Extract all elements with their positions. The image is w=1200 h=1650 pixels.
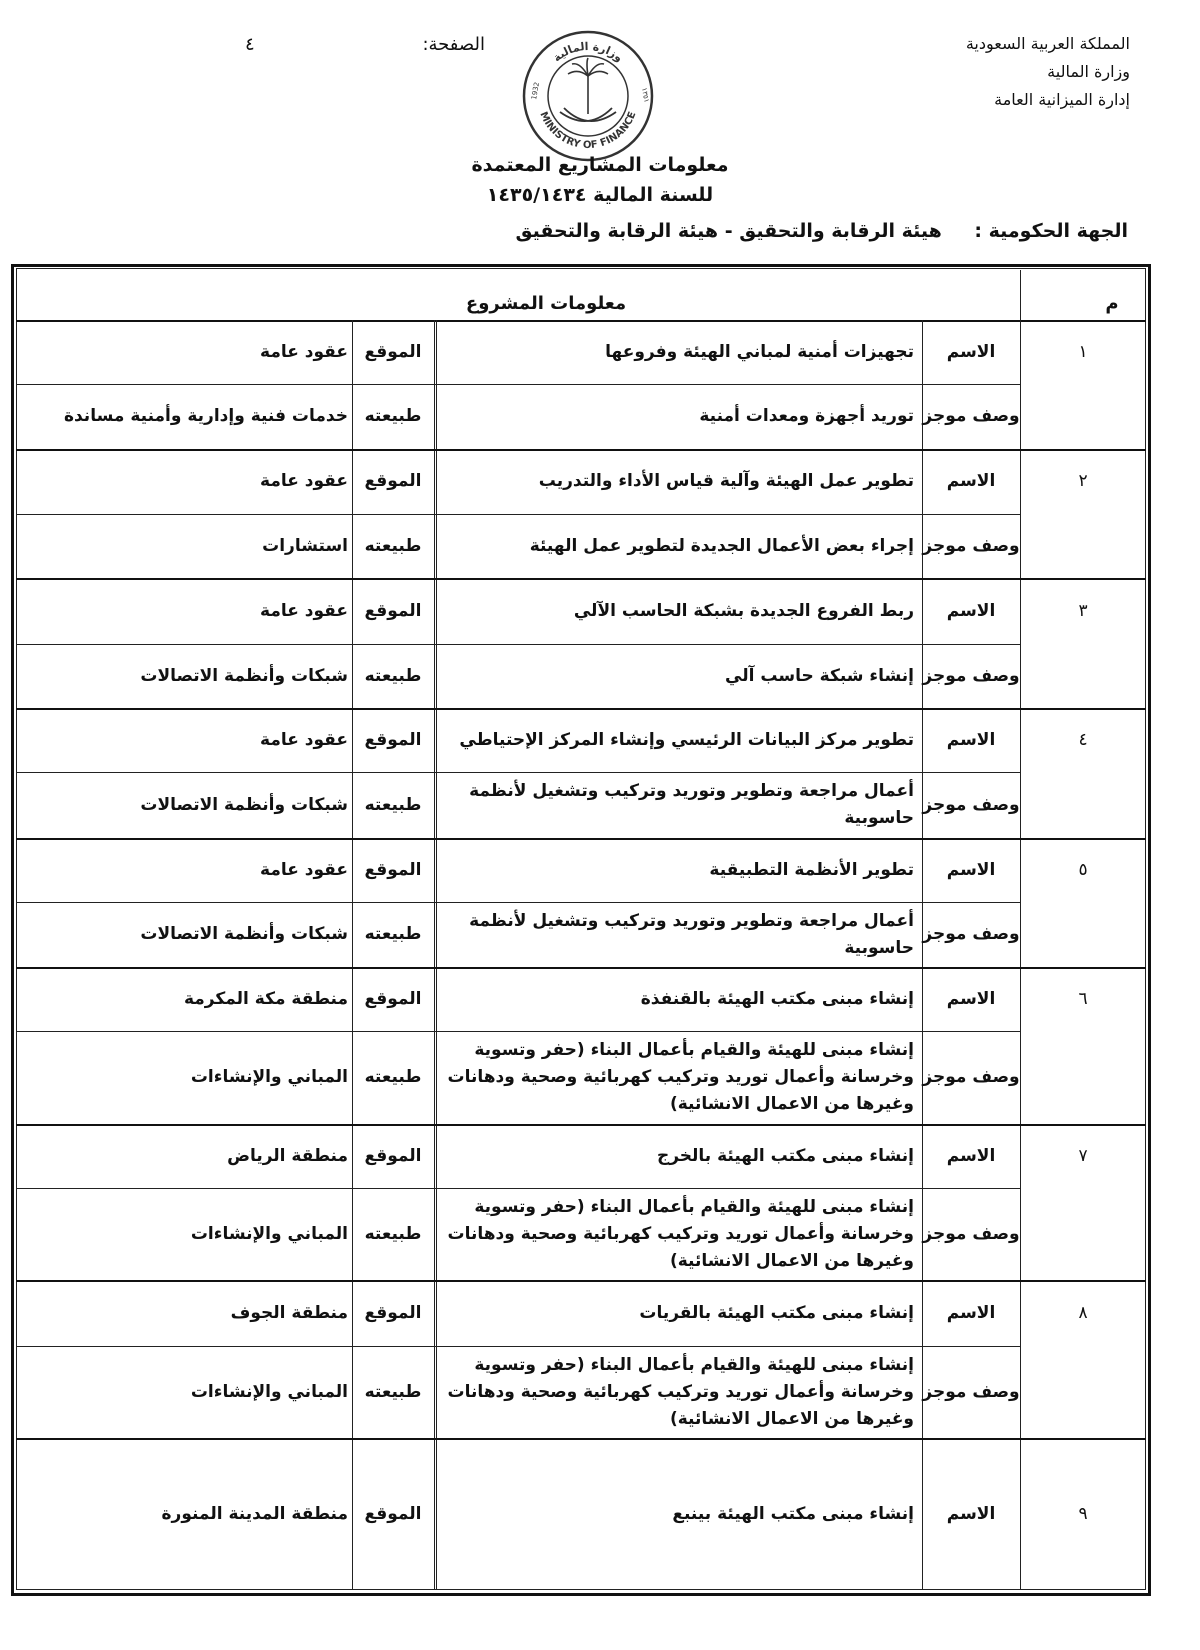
project-number: ٧	[1078, 1145, 1088, 1166]
label-name: الاسم	[946, 341, 996, 362]
label-location: الموقع	[364, 729, 422, 750]
seal-right-year: ١٣٥١	[640, 86, 651, 104]
document-title-block	[300, 150, 900, 210]
project-name: تطوير مركز البيانات الرئيسي وإنشاء المركز الإحتياطي	[459, 729, 914, 750]
project-nature: استشارات	[262, 535, 348, 556]
project-location: منطقة الرياض	[227, 1145, 348, 1166]
label-description: وصف موجز	[922, 924, 1020, 944]
project-description: إنشاء مبنى للهيئة والقيام بأعمال البناء (حفر وتسوية وخرسانة وأعمال توريد وتركيب كهربائية وصحية ودهانات وغيرها من الاعمال الانشائية)	[447, 1354, 914, 1429]
project-location: منطقة المدينة المنورة	[161, 1503, 348, 1524]
label-description: وصف موجز	[922, 535, 1020, 556]
label-description: وصف موجز	[922, 1223, 1020, 1244]
label-location: الموقع	[364, 471, 422, 491]
government-entity-value: هيئة الرقابة والتحقيق - هيئة الرقابة والتحقيق	[515, 220, 942, 242]
project-description: إنشاء شبكة حاسب آلي	[725, 665, 914, 686]
project-nature: شبكات وأنظمة الاتصالات	[140, 794, 348, 815]
label-name: الاسم	[946, 600, 996, 621]
ministry-of-finance-seal-icon	[520, 28, 656, 164]
ministry-line-country: المملكة العربية السعودية	[965, 34, 1130, 53]
project-name: إنشاء مبنى مكتب الهيئة بينبع	[672, 1503, 914, 1524]
project-description: إنشاء مبنى للهيئة والقيام بأعمال البناء (حفر وتسوية وخرسانة وأعمال توريد وتركيب كهربائية وصحية ودهانات وغيرها من الاعمال الانشائية)	[447, 1196, 914, 1271]
label-nature: طبيعته	[364, 794, 422, 815]
project-number: ١	[1078, 341, 1088, 362]
project-location: منطقة مكة المكرمة	[183, 988, 348, 1009]
label-description: وصف موجز	[922, 794, 1020, 815]
table-rule	[434, 320, 435, 1590]
project-nature: المباني والإنشاءات	[190, 1223, 348, 1244]
label-name: الاسم	[946, 988, 996, 1009]
project-name: إنشاء مبنى مكتب الهيئة بالخرج	[656, 1145, 914, 1166]
government-entity	[515, 220, 1128, 242]
page-number-value: ٤	[245, 34, 255, 55]
project-number: ٤	[1078, 729, 1088, 750]
page-number-label: الصفحة:	[422, 34, 485, 55]
project-description: أعمال مراجعة وتطوير وتوريد وتركيب وتشغيل لأنظمة حاسوبية	[469, 910, 914, 958]
project-nature: المباني والإنشاءات	[190, 1067, 348, 1087]
project-nature: شبكات وأنظمة الاتصالات	[140, 924, 348, 944]
label-name: الاسم	[946, 1503, 996, 1524]
label-name: الاسم	[946, 729, 996, 750]
label-location: الموقع	[364, 1503, 422, 1524]
seal-top-text: وزارة المالية	[550, 39, 626, 65]
project-location: عقود عامة	[260, 341, 348, 362]
project-number: ٨	[1078, 1302, 1088, 1323]
column-header-project-info: معلومات المشروع	[465, 292, 627, 314]
project-name: تجهيزات أمنية لمباني الهيئة وفروعها	[605, 341, 914, 362]
label-description: وصف موجز	[922, 665, 1020, 686]
label-name: الاسم	[946, 859, 996, 880]
project-number: ٩	[1078, 1503, 1088, 1524]
project-location: عقود عامة	[260, 600, 348, 621]
project-location: عقود عامة	[260, 859, 348, 880]
project-location: عقود عامة	[260, 471, 348, 491]
label-description: وصف موجز	[922, 1381, 1020, 1402]
ministry-line-department: إدارة الميزانية العامة	[994, 90, 1130, 109]
project-description: إجراء بعض الأعمال الجديدة لتطوير عمل الهيئة	[529, 535, 914, 556]
label-nature: طبيعته	[364, 1067, 422, 1087]
government-entity-label: الجهة الحكومية :	[974, 220, 1128, 242]
project-nature: شبكات وأنظمة الاتصالات	[140, 665, 348, 686]
project-description: توريد أجهزة ومعدات أمنية	[699, 406, 914, 426]
svg-text:MINISTRY OF FINANCE	[537, 110, 638, 151]
palm-tree-icon	[568, 58, 608, 114]
label-nature: طبيعته	[364, 924, 422, 944]
project-nature: خدمات فنية وإدارية وأمنية مساندة	[63, 406, 348, 426]
project-name: إنشاء مبنى مكتب الهيئة بالقريات	[639, 1302, 914, 1323]
column-header-number: م	[1105, 292, 1119, 314]
label-nature: طبيعته	[364, 535, 422, 556]
ministry-header	[870, 30, 1130, 114]
label-nature: طبيعته	[364, 665, 422, 686]
ministry-line-ministry: وزارة المالية	[1047, 62, 1130, 81]
label-location: الموقع	[364, 1145, 422, 1166]
label-description: وصف موجز	[922, 1067, 1020, 1087]
project-name: تطوير الأنظمة التطبيقية	[709, 859, 914, 880]
project-name: إنشاء مبنى مكتب الهيئة بالقنفذة	[640, 988, 914, 1009]
label-nature: طبيعته	[364, 1381, 422, 1402]
project-number: ٦	[1078, 988, 1088, 1009]
label-nature: طبيعته	[364, 1223, 422, 1244]
label-nature: طبيعته	[364, 406, 422, 426]
project-name: ربط الفروع الجديدة بشبكة الحاسب الآلي	[573, 600, 914, 621]
project-number: ٢	[1078, 471, 1088, 491]
project-location: عقود عامة	[260, 729, 348, 750]
label-name: الاسم	[946, 1302, 996, 1323]
project-description: إنشاء مبنى للهيئة والقيام بأعمال البناء (حفر وتسوية وخرسانة وأعمال توريد وتركيب كهربائية وصحية ودهانات وغيرها من الاعمال الانشائية)	[447, 1040, 914, 1114]
seal-left-year: 1932	[530, 81, 542, 101]
svg-text:وزارة المالية	[551, 40, 626, 65]
project-number: ٣	[1078, 600, 1088, 621]
label-location: الموقع	[364, 988, 422, 1009]
project-nature: المباني والإنشاءات	[190, 1381, 348, 1402]
project-name: تطوير عمل الهيئة وآلية قياس الأداء والتدريب	[538, 471, 914, 491]
fiscal-year: للسنة المالية ١٤٣٥/١٤٣٤	[486, 184, 714, 206]
label-description: وصف موجز	[922, 406, 1020, 426]
seal-bottom-text: MINISTRY OF FINANCE	[537, 110, 639, 152]
document-title: معلومات المشاريع المعتمدة	[471, 154, 729, 176]
project-description: أعمال مراجعة وتطوير وتوريد وتركيب وتشغيل لأنظمة حاسوبية	[469, 781, 914, 828]
label-location: الموقع	[364, 859, 422, 880]
label-name: الاسم	[946, 1145, 996, 1166]
label-location: الموقع	[364, 341, 422, 362]
project-location: منطقة الجوف	[230, 1302, 348, 1323]
label-location: الموقع	[364, 600, 422, 621]
project-number: ٥	[1078, 859, 1088, 880]
label-location: الموقع	[364, 1302, 422, 1323]
label-name: الاسم	[946, 471, 996, 491]
